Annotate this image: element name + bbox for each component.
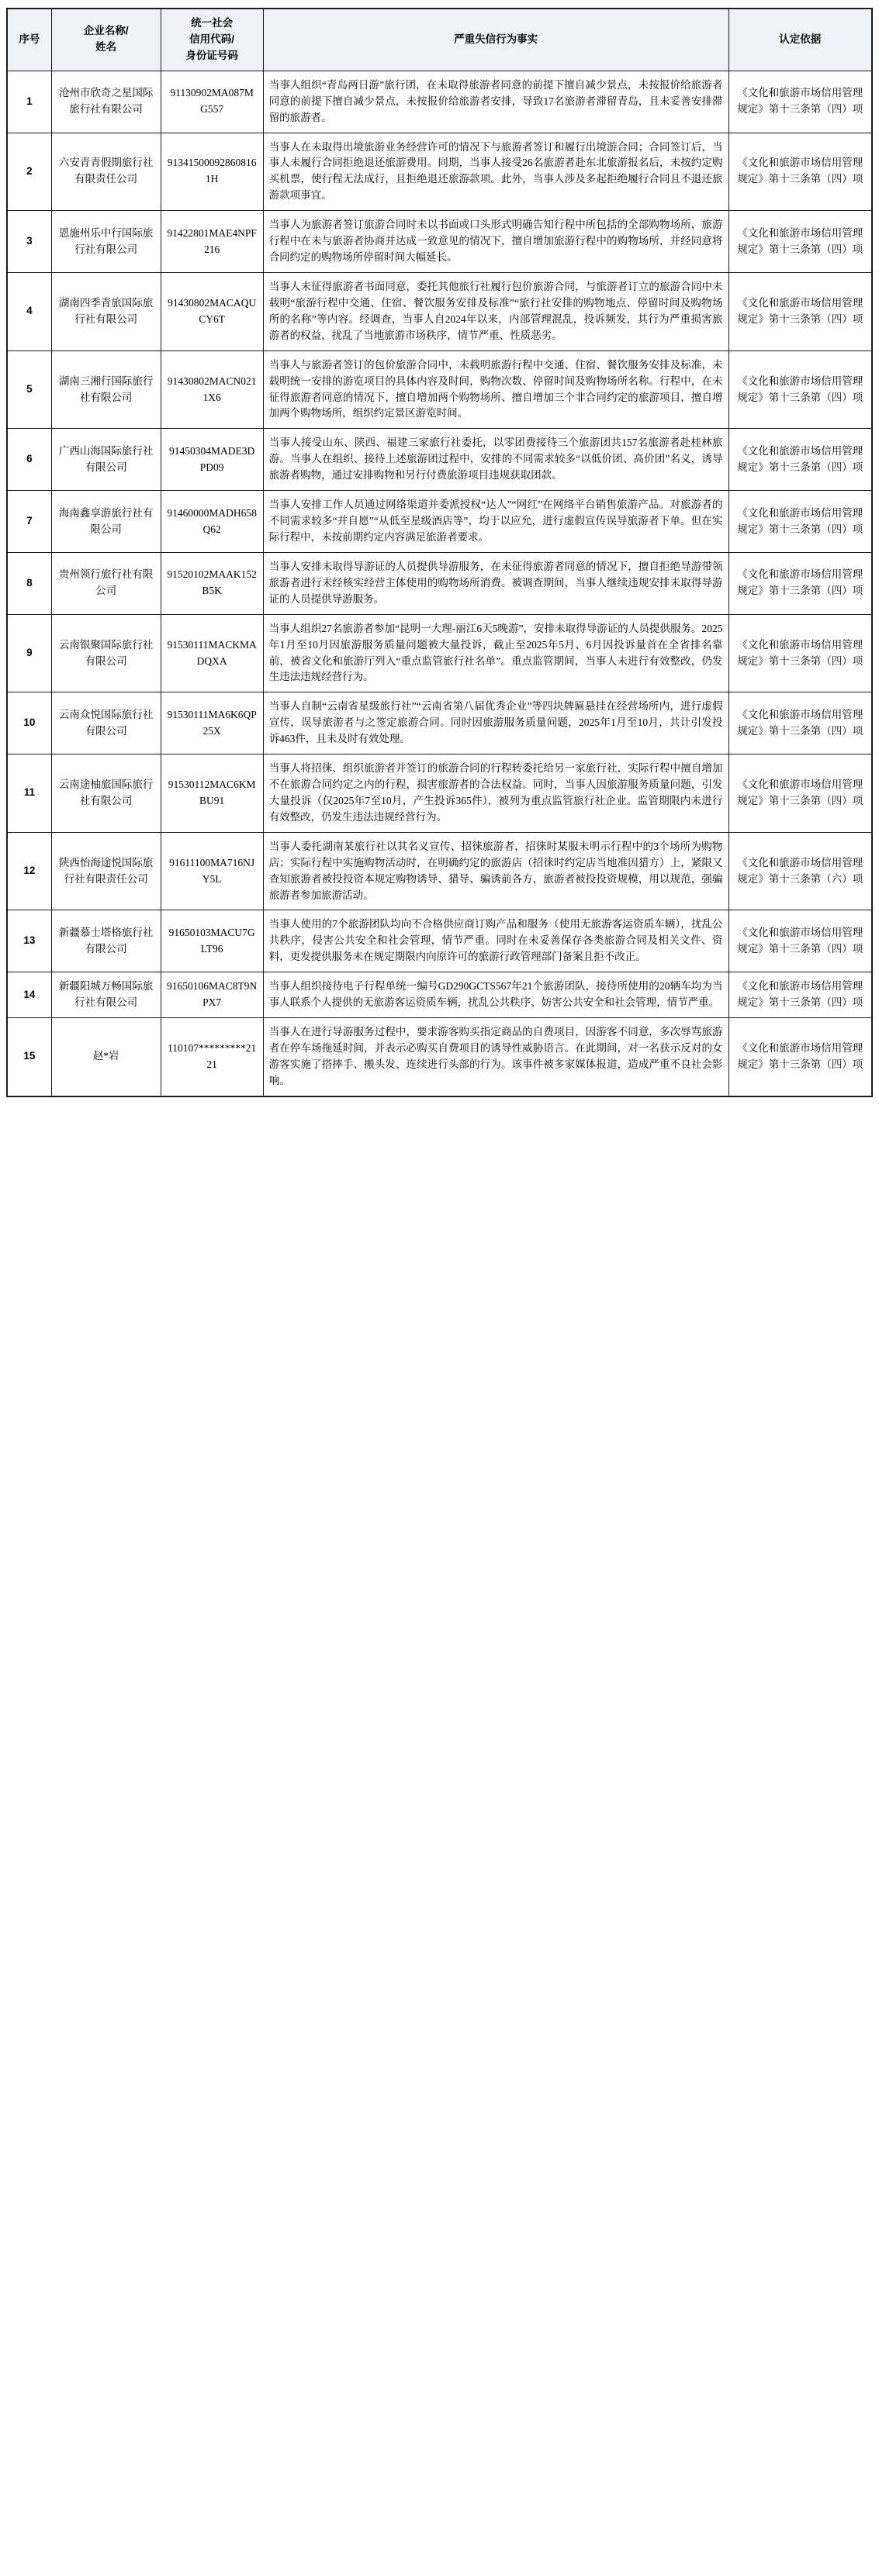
cell-fact: 当事人使用的7个旅游团队均向不合格供应商订购产品和服务（使用无旅游客运资质车辆），扰乱公共秩序，侵害公共安全和社会管理，情节严重。同时在未妥善保存各类旅游合同及相关文件、资料，更发提供服务未在规定期限内向原许可的旅游行政管理部门备案且拒不改正。 (263, 910, 728, 972)
cell-index: 2 (7, 133, 51, 211)
cell-code: 91611100MA716NJY5L (161, 832, 263, 910)
cell-fact: 当事人与旅游者签订的包价旅游合同中，未载明旅游行程中交通、住宿、餐饮服务安排及标准，未载明统一安排的游览项目的具体内容及时间，购物次数、停留时间及购物场所名称。行程中，在未征得旅游者同意的情况下，擅自增加两个购物场所、擅自增加三个非合同约定的旅游项目，擅自增加两个购物场所，组织约定景区游览时间。 (263, 350, 728, 429)
cell-index: 5 (7, 350, 51, 429)
cell-fact: 当事人安排未取得导游证的人员提供导游服务，在未征得旅游者同意的情况下，擅自拒绝导游带领旅游者进行未经核实经营主体使用的购物场所消费。被调查期间，当事人继续违规安排未取得导游证的人员提供导游服务。 (263, 552, 728, 614)
column-header-code: 统一社会 信用代码/ 身份证号码 (161, 9, 263, 71)
cell-name: 赵*岩 (51, 1018, 161, 1096)
cell-index: 8 (7, 552, 51, 614)
cell-code: 110107*********2121 (161, 1018, 263, 1096)
table-header (7, 9, 872, 71)
table-row (7, 692, 872, 754)
cell-index: 11 (7, 754, 51, 833)
blacklist-table (6, 8, 873, 1097)
cell-code: 91130902MA087MG557 (161, 71, 263, 133)
column-header-fact: 严重失信行为事实 (263, 9, 728, 71)
table-row (7, 972, 872, 1018)
document-page (0, 0, 879, 1108)
cell-basis: 《文化和旅游市场信用管理规定》第十三条第（四）项 (728, 910, 872, 972)
cell-fact: 当事人接受山东、陕西、福建三家旅行社委托，以零团费接待三个旅游团共157名旅游者赴桂林旅游。当事人在组织、接待上述旅游团过程中，安排的不同需求较多“以低价团、高价团”名义，诱导旅游者购物，通过安排购物和另行付费旅游项目违规获取团款。 (263, 429, 728, 491)
cell-name: 湖南三湘行国际旅行社有限公司 (51, 350, 161, 429)
cell-name: 新疆慕士塔格旅行社有限公司 (51, 910, 161, 972)
cell-fact: 当事人将招徕、组织旅游者并签订的旅游合同的行程转委托给另一家旅行社，实际行程中擅自增加不在旅游合同约定之内的行程，损害旅游者的合法权益。同时，当事人因旅游服务质量问题，引发大量投诉（仅2025年7至10月，产生投诉365件），被列为重点监管旅行社企业。监管期限内未进行有效整改，仍发生违法违规经营行为。 (263, 754, 728, 833)
table-body (7, 71, 872, 1096)
cell-fact: 当事人组织“青岛两日游”旅行团，在未取得旅游者同意的前提下擅自减少景点，未按报价给旅游者同意的前提下擅自减少景点，未按报价给旅游者安排，导致17名旅游者滞留青岛，且未妥善安排滞留的旅游者。 (263, 71, 728, 133)
cell-name: 海南鑫享游旅行社有限公司 (51, 491, 161, 553)
cell-basis: 《文化和旅游市场信用管理规定》第十三条第（四）项 (728, 133, 872, 211)
table-row (7, 910, 872, 972)
table-row (7, 429, 872, 491)
cell-fact: 当事人组织接待电子行程单统一编号GD290GCTS567年21个旅游团队，接待所使用的20辆车均为当事人联系个人提供的无旅游客运资质车辆，扰乱公共秩序、妨害公共安全和社会管理，情节严重。 (263, 972, 728, 1018)
cell-index: 15 (7, 1018, 51, 1096)
cell-basis: 《文化和旅游市场信用管理规定》第十三条第（四）项 (728, 71, 872, 133)
table-row (7, 832, 872, 910)
table-row (7, 71, 872, 133)
cell-basis: 《文化和旅游市场信用管理规定》第十三条第（四）项 (728, 552, 872, 614)
cell-name: 新疆阳城万畅国际旅行社有限公司 (51, 972, 161, 1018)
cell-code: 91422801MAE4NPF216 (161, 211, 263, 273)
cell-basis: 《文化和旅游市场信用管理规定》第十三条第（四）项 (728, 429, 872, 491)
cell-index: 12 (7, 832, 51, 910)
cell-code: 91650106MAC8T9NPX7 (161, 972, 263, 1018)
cell-index: 13 (7, 910, 51, 972)
table-header-row (7, 9, 872, 71)
table-row (7, 552, 872, 614)
cell-basis: 《文化和旅游市场信用管理规定》第十三条第（四）项 (728, 211, 872, 273)
cell-index: 4 (7, 272, 51, 350)
table-row (7, 754, 872, 833)
cell-code: 91450304MADE3DPD09 (161, 429, 263, 491)
cell-fact: 当事人自制“云南省星级旅行社”“云南省第八届优秀企业”等四块牌匾悬挂在经营场所内，进行虚假宣传，误导旅游者与之签定旅游合同。同时因旅游服务质量问题，2025年1月至10月，共计引发投诉463件，且未及时有效处理。 (263, 692, 728, 754)
cell-index: 6 (7, 429, 51, 491)
cell-name: 陕西怡海途悦国际旅行社有限责任公司 (51, 832, 161, 910)
cell-fact: 当事人在进行导游服务过程中，要求游客购买指定商品的自费项目，因游客不同意，多次辱骂旅游者在停车场拖延时间，并表示必购买自费项目的诱导性威胁语言。在此期间，对一名获示反对的女游客实施了搭摔手、搬头发、连续进行头部的行为。该事件被多家媒体报道，造成严重不良社会影响。 (263, 1018, 728, 1096)
cell-name: 六安青青假期旅行社有限责任公司 (51, 133, 161, 211)
cell-basis: 《文化和旅游市场信用管理规定》第十三条第（六）项 (728, 832, 872, 910)
cell-code: 91430802MACAQUCY6T (161, 272, 263, 350)
cell-basis: 《文化和旅游市场信用管理规定》第十三条第（四）项 (728, 972, 872, 1018)
table-row (7, 1018, 872, 1096)
table-row (7, 491, 872, 553)
cell-basis: 《文化和旅游市场信用管理规定》第十三条第（四）项 (728, 1018, 872, 1096)
cell-name: 恩施州乐中行国际旅行社有限公司 (51, 211, 161, 273)
cell-code: 91430802MACN0211X6 (161, 350, 263, 429)
cell-name: 云南银聚国际旅行社有限公司 (51, 614, 161, 692)
cell-index: 14 (7, 972, 51, 1018)
cell-index: 7 (7, 491, 51, 553)
cell-fact: 当事人安排工作人员通过网络渠道并委派授权“达人”“网红”在网络平台销售旅游产品。对旅游者的不同需求较多“并自愿”“从低至星级酒店等”，均于以应允，进行虚假宣传误导旅游者下单。但在实际行程中，未按前期约定内容满足旅游者要求。 (263, 491, 728, 553)
cell-basis: 《文化和旅游市场信用管理规定》第十三条第（四）项 (728, 491, 872, 553)
cell-fact: 当事人未征得旅游者书面同意，委托其他旅行社履行包价旅游合同，与旅游者订立的旅游合同中未载明“旅游行程中交通、住宿、餐饮服务安排及标准”“旅行社安排的购物地点、停留时间及购物场所的名称”等内容。经调查，当事人自2024年以来，内部管理混乱，投诉频发，其行为严重损害旅游者的权益，扰乱了当地旅游市场秩序，情节严重、性质恶劣。 (263, 272, 728, 350)
cell-code: 91530111MACKMADQXA (161, 614, 263, 692)
cell-name: 广西山海国际旅行社有限公司 (51, 429, 161, 491)
cell-basis: 《文化和旅游市场信用管理规定》第十三条第（四）项 (728, 272, 872, 350)
cell-fact: 当事人为旅游者签订旅游合同时未以书面或口头形式明确告知行程中所包括的全部购物场所，旅游行程中在未与旅游者协商并达成一致意见的情况下，擅自增加旅游行程中的购物场所，并经同意将合同约定的购物场所停留时间大幅延长。 (263, 211, 728, 273)
cell-name: 沧州市欣奇之星国际旅行社有限公司 (51, 71, 161, 133)
cell-basis: 《文化和旅游市场信用管理规定》第十三条第（四）项 (728, 692, 872, 754)
cell-basis: 《文化和旅游市场信用管理规定》第十三条第（四）项 (728, 754, 872, 833)
cell-fact: 当事人委托湖南某旅行社以其名义宣传、招徕旅游者，招徕时某服未明示行程中的3个场所为购物店；实际行程中实施购物活动时，在明确约定的旅游店（招徕时约定店当地准因猎方）上，紧限又查知旅游者被投投资本规定购物诱导、猎导、骗诱前各方，旅游者被投投资规模，用以规范，强骗旅游者参加旅游活动。 (263, 832, 728, 910)
cell-index: 10 (7, 692, 51, 754)
cell-index: 1 (7, 71, 51, 133)
cell-code: 91650103MACU7GLT96 (161, 910, 263, 972)
table-row (7, 350, 872, 429)
cell-name: 湖南四季青旅国际旅行社有限公司 (51, 272, 161, 350)
column-header-index: 序号 (7, 9, 51, 71)
cell-code: 91530112MAC6KMBU91 (161, 754, 263, 833)
cell-fact: 当事人在未取得出境旅游业务经营许可的情况下与旅游者签订和履行出境游合同；合同签订后，当事人未履行合同拒绝退还旅游费用。同期，当事人接受26名旅游者赴东北旅游报名后，未按约定购买机票，使行程无法成行，且拒绝退还旅游款项。此外，当事人涉及多起拒绝履行合同且不退还旅游款项事宜。 (263, 133, 728, 211)
cell-basis: 《文化和旅游市场信用管理规定》第十三条第（四）项 (728, 614, 872, 692)
cell-code: 91530111MA6K6QP25X (161, 692, 263, 754)
cell-index: 3 (7, 211, 51, 273)
cell-name: 贵州领行旅行社有限公司 (51, 552, 161, 614)
cell-fact: 当事人组织27名旅游者参加“昆明一大理-丽江6天5晚游”，安排未取得导游证的人员提供服务。2025年1月至10月因旅游服务质量问题被大量投诉，截止至2025年5月、6月因投诉量首在全省排名靠前，被省文化和旅游厅列入“重点监管旅行社名单”。重点监管期间，当事人未进行有效整改，仍发生违法违规经营行为。 (263, 614, 728, 692)
table-row (7, 133, 872, 211)
cell-index: 9 (7, 614, 51, 692)
table-row (7, 272, 872, 350)
cell-code: 913415000928608161H (161, 133, 263, 211)
cell-code: 91460000MADH658Q62 (161, 491, 263, 553)
cell-code: 91520102MAAK152B5K (161, 552, 263, 614)
table-row (7, 614, 872, 692)
cell-name: 云南众悦国际旅行社有限公司 (51, 692, 161, 754)
cell-basis: 《文化和旅游市场信用管理规定》第十三条第（四）项 (728, 350, 872, 429)
cell-name: 云南途柚旅国际旅行社有限公司 (51, 754, 161, 833)
table-row (7, 211, 872, 273)
column-header-name: 企业名称/ 姓名 (51, 9, 161, 71)
column-header-basis: 认定依据 (728, 9, 872, 71)
